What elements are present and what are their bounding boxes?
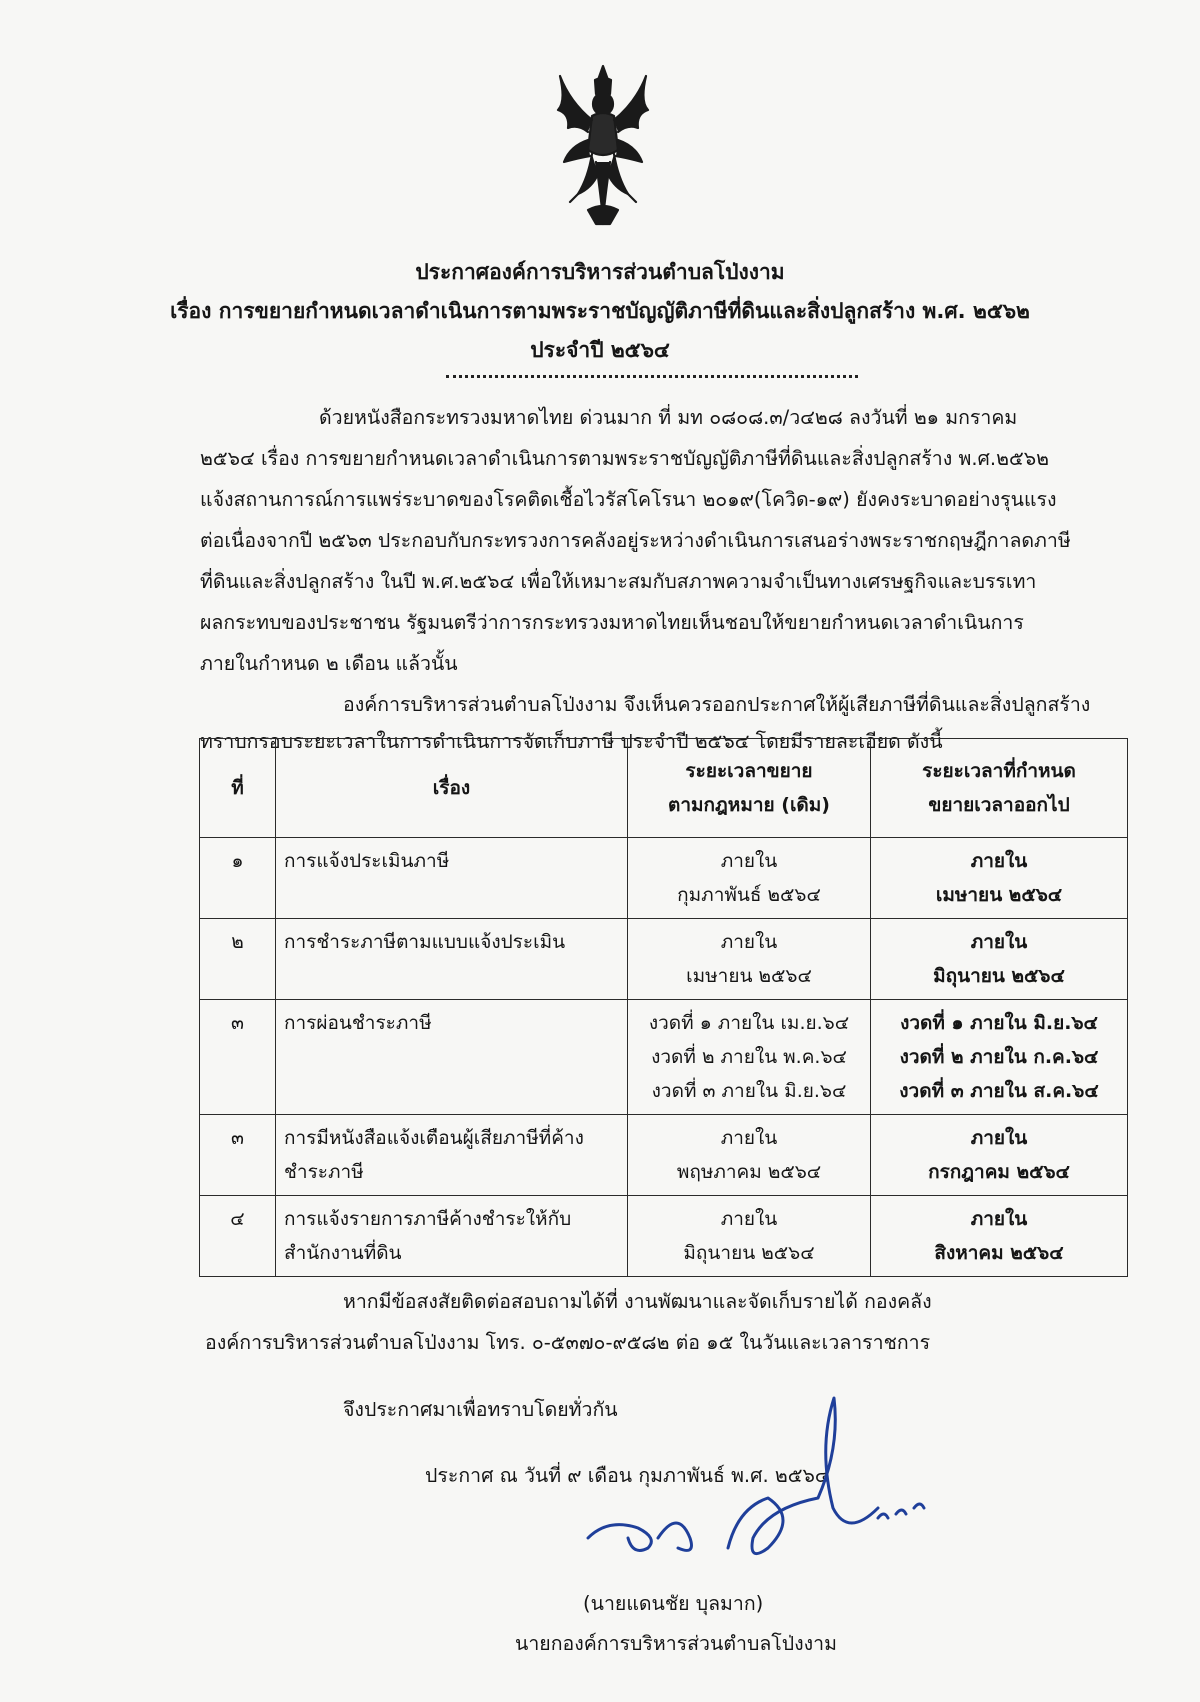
row-original-period: ภายใน เมษายน ๒๕๖๔ xyxy=(628,919,871,1000)
body-line: ด้วยหนังสือกระทรวงมหาดไทย ด่วนมาก ที่ มท ๐๘๐๘.๓/ว๔๒๘ ลงวันที่ ๒๑ มกราคม xyxy=(319,406,1018,429)
header-original-period: ระยะเวลาขยาย ตามกฎหมาย (เดิม) xyxy=(628,739,871,838)
row-original-period: งวดที่ ๑ ภายใน เม.ย.๖๔ งวดที่ ๒ ภายใน พ.ค.๖๔ งวดที่ ๓ ภายใน มิ.ย.๖๔ xyxy=(628,1000,871,1115)
row-original-period: ภายใน มิถุนายน ๒๕๖๔ xyxy=(628,1196,871,1277)
table-header-row xyxy=(200,739,1128,838)
body-line: ผลกระทบของประชาชน รัฐมนตรีว่าการกระทรวงมหาดไทยเห็นชอบให้ขยายกำหนดเวลาดำเนินการ xyxy=(200,611,1024,634)
schedule-table xyxy=(199,738,1128,1277)
header-extended-period: ระยะเวลาที่กำหนด ขยายเวลาออกไป xyxy=(871,739,1128,838)
table-row xyxy=(200,919,1128,1000)
row-number: ๓ xyxy=(200,1000,276,1115)
header-topic: เรื่อง xyxy=(276,739,628,838)
table-row xyxy=(200,1115,1128,1196)
announcement-title: ประกาศองค์การบริหารส่วนตำบลโป่งงาม xyxy=(415,260,785,284)
body-line: ภายในกำหนด ๒ เดือน แล้วนั้น xyxy=(200,652,458,675)
row-topic: การแจ้งประเมินภาษี xyxy=(276,838,628,919)
row-extended-period: ภายใน มิถุนายน ๒๕๖๔ xyxy=(871,919,1128,1000)
row-topic: การชำระภาษีตามแบบแจ้งประเมิน xyxy=(276,919,628,1000)
row-number: ๓ xyxy=(200,1115,276,1196)
row-extended-period: ภายใน กรกฎาคม ๒๕๖๔ xyxy=(871,1115,1128,1196)
row-number: ๒ xyxy=(200,919,276,1000)
row-topic: การมีหนังสือแจ้งเตือนผู้เสียภาษีที่ค้าง ชำระภาษี xyxy=(276,1115,628,1196)
table-row xyxy=(200,1196,1128,1277)
closing-statement: จึงประกาศมาเพื่อทราบโดยทั่วกัน xyxy=(343,1398,618,1421)
row-original-period: ภายใน พฤษภาคม ๒๕๖๔ xyxy=(628,1115,871,1196)
row-topic: การผ่อนชำระภาษี xyxy=(276,1000,628,1115)
announcement-date: ประกาศ ณ วันที่ ๙ เดือน กุมภาพันธ์ พ.ศ. ๒๕๖๔ xyxy=(425,1464,830,1487)
dotted-divider xyxy=(446,375,858,378)
body-line: ที่ดินและสิ่งปลูกสร้าง ในปี พ.ศ.๒๕๖๔ เพื่อให้เหมาะสมกับสภาพความจำเป็นทางเศรษฐกิจและบรรเทา xyxy=(200,570,1037,593)
announcement-year: ประจำปี ๒๕๖๔ xyxy=(530,338,670,362)
contact-line: หากมีข้อสงสัยติดต่อสอบถามได้ที่ งานพัฒนาและจัดเก็บรายได้ กองคลัง xyxy=(343,1290,932,1313)
body-line: ๒๕๖๔ เรื่อง การขยายกำหนดเวลาดำเนินการตามพระราชบัญญัติภาษีที่ดินและสิ่งปลูกสร้าง พ.ศ.๒๕๖๒ xyxy=(200,447,1049,470)
garuda-emblem-icon xyxy=(548,62,658,232)
body-line: ทราบกรอบระยะเวลาในการดำเนินการจัดเก็บภาษี ประจำปี ๒๕๖๔ โดยมีรายละเอียด ดังนี้ xyxy=(200,730,943,753)
row-topic: การแจ้งรายการภาษีค้างชำระให้กับ สำนักงานที่ดิน xyxy=(276,1196,628,1277)
table-row xyxy=(200,838,1128,919)
header-no: ที่ xyxy=(200,739,276,838)
row-extended-period: ภายใน สิงหาคม ๒๕๖๔ xyxy=(871,1196,1128,1277)
table-row xyxy=(200,1000,1128,1115)
row-original-period: ภายใน กุมภาพันธ์ ๒๕๖๔ xyxy=(628,838,871,919)
body-line: แจ้งสถานการณ์การแพร่ระบาดของโรคติดเชื้อไวรัสโคโรนา ๒๐๑๙(โควิด-๑๙) ยังคงระบาดอย่างรุนแรง xyxy=(200,488,1057,511)
signer-title: นายกองค์การบริหารส่วนตำบลโป่งงาม xyxy=(515,1632,837,1655)
row-extended-period: งวดที่ ๑ ภายใน มิ.ย.๖๔ งวดที่ ๒ ภายใน ก.ค.๖๔ งวดที่ ๓ ภายใน ส.ค.๖๔ xyxy=(871,1000,1128,1115)
row-extended-period: ภายใน เมษายน ๒๕๖๔ xyxy=(871,838,1128,919)
announcement-subject: เรื่อง การขยายกำหนดเวลาดำเนินการตามพระราชบัญญัติภาษีที่ดินและสิ่งปลูกสร้าง พ.ศ. ๒๕๖๒ xyxy=(170,299,1030,323)
row-number: ๑ xyxy=(200,838,276,919)
body-line: ต่อเนื่องจากปี ๒๕๖๓ ประกอบกับกระทรวงการคลังอยู่ระหว่างดำเนินการเสนอร่างพระราชกฤษฎีกาลดภาษี xyxy=(200,529,1071,552)
contact-line: องค์การบริหารส่วนตำบลโป่งงาม โทร. ๐-๕๓๗๐-๙๕๘๒ ต่อ ๑๕ ในวันและเวลาราชการ xyxy=(205,1331,931,1354)
signature-icon xyxy=(578,1388,958,1568)
body-line: องค์การบริหารส่วนตำบลโป่งงาม จึงเห็นควรออกประกาศให้ผู้เสียภาษีที่ดินและสิ่งปลูกสร้าง xyxy=(343,693,1091,716)
row-number: ๔ xyxy=(200,1196,276,1277)
signer-name: (นายแดนชัย บุลมาก) xyxy=(583,1592,764,1615)
